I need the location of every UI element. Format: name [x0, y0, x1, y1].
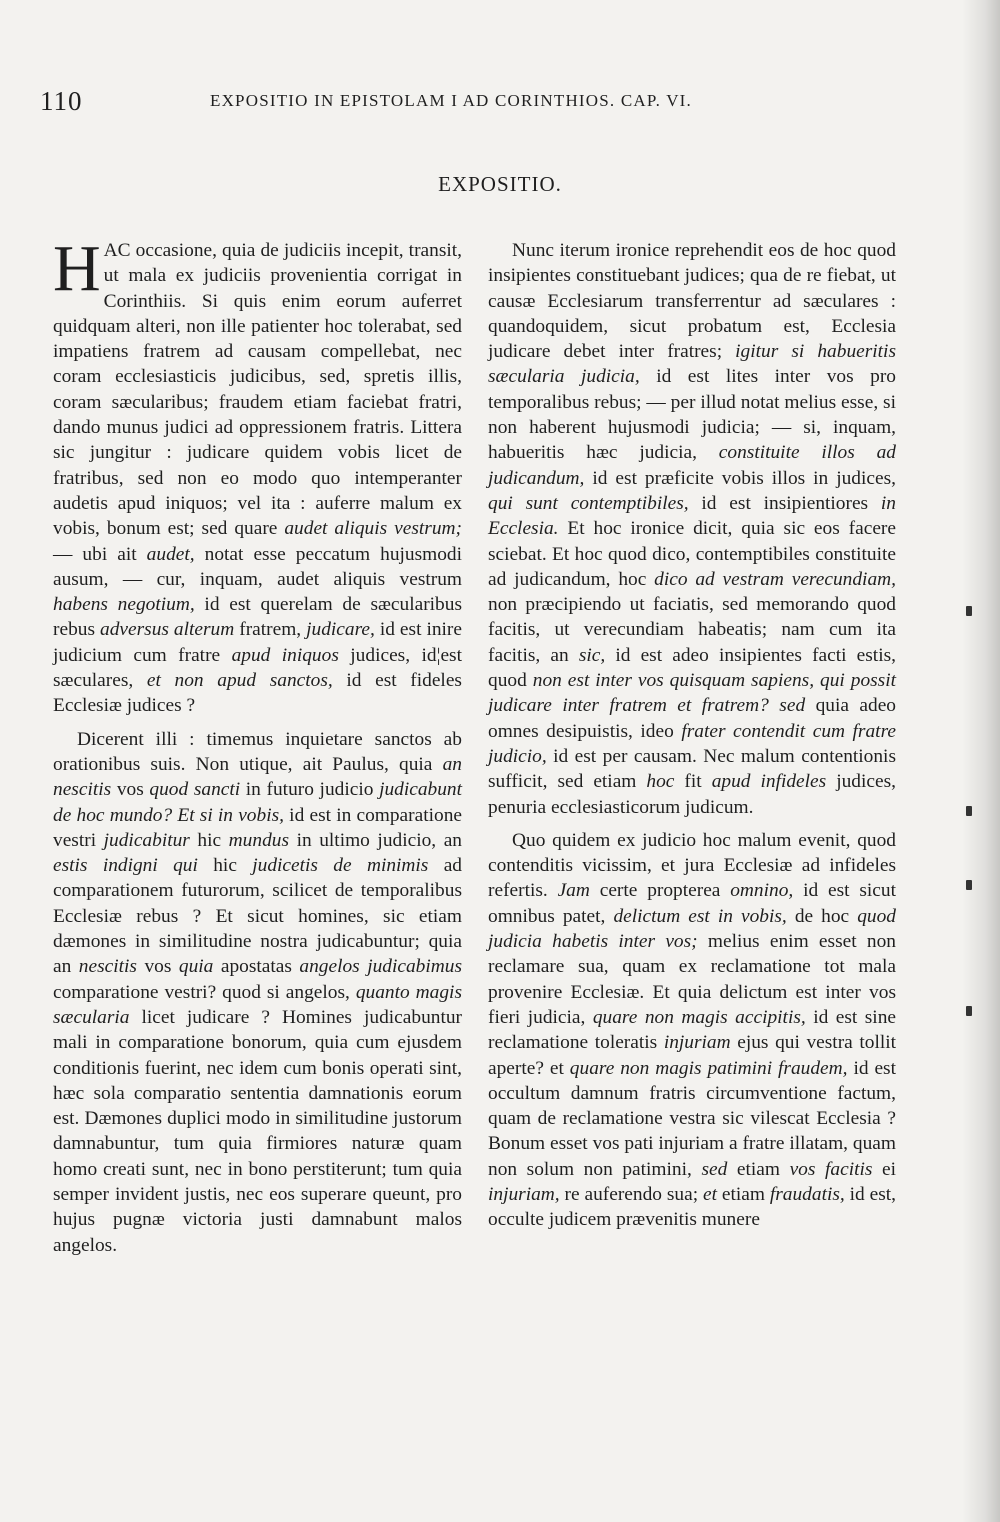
italic-text-run: quanto magis sæcularia [53, 981, 462, 1028]
italic-text-run: et [703, 1183, 718, 1205]
left-paragraph-1-text [53, 232, 463, 717]
italic-text-run: igitur si habueritis sæcularia judicia, [488, 341, 896, 388]
text-run: quia adeo omnes desipuistis, ideo [488, 695, 896, 742]
text-run: comparatione vestri? quod si angelos, [53, 981, 356, 1003]
italic-text-run: quare non magis accipitis, [592, 1006, 806, 1028]
italic-text-run: judicabunt de hoc mundo? Et si in vobis, [53, 779, 463, 826]
italic-text-run: judicabitur [103, 829, 190, 851]
left-column [53, 232, 463, 1266]
italic-text-run: an nescitis [53, 753, 462, 801]
right-column [488, 238, 896, 1241]
italic-text-run: mundus [228, 829, 290, 851]
italic-text-run: nescitis [78, 956, 137, 978]
italic-text-run: habens negotium, [53, 594, 195, 616]
text-run: Nunc iterum ironice reprehendit eos de hoc quod insipientes constituebant judices; qua de re fiebat, ut causæ Ecclesiarum transferrentur ad sæculares : quandoquidem, sicut probatum est, Ecclesia judicare debet inter fratres; [488, 240, 896, 363]
text-run: id est per causam. Nec malum contentionis sufficit, sed etiam [488, 745, 896, 793]
text-run: id est sine reclamatione toleratis [488, 1006, 896, 1054]
text-run: etiam [717, 1183, 770, 1205]
page-edge-shadow [962, 0, 1000, 1522]
italic-text-run: judicare, [306, 619, 375, 641]
text-run: id est lites inter vos pro temporalibus rebus; — per illud notat melius esse, si non haberent hujusmodi judicia; — si, inquam, habueritis hæc judicia, [488, 366, 896, 464]
italic-text-run: dico ad vestram verecundiam, [654, 568, 896, 590]
italic-text-run: delictum est in vobis, [613, 905, 787, 927]
italic-text-run: apud iniquos [231, 644, 339, 666]
text-run: fit [674, 771, 712, 793]
italic-text-run: fraudatis, [769, 1183, 845, 1205]
section-title: EXPOSITIO. [438, 172, 562, 196]
text-run: judices, penuria ecclesiasticorum judicum. [488, 771, 896, 818]
text-run: id est inire judicium cum fratre [53, 619, 462, 666]
italic-text-run: angelos judicabimus [299, 956, 463, 978]
text-run: id est præficite vobis illos in judices, [584, 467, 896, 489]
text-run: id est fideles Ecclesiæ judices ? [53, 670, 462, 717]
margin-mark [966, 806, 972, 816]
text-run: notat esse peccatum hujusmodi ausum, — cur, inquam, audet aliquis vestrum [53, 543, 463, 590]
italic-text-run: Jam [557, 880, 590, 902]
text-run: Dicerent illi : timemus inquietare sanctos ab orationibus suis. Non utique, ait Paulus, quia [53, 728, 462, 775]
italic-text-run: et non apud sanctos, [146, 670, 333, 692]
italic-text-run: sic, [578, 644, 606, 666]
text-run: Quo quidem ex judicio hoc malum evenit, quod contenditis vicissim, et jura Ecclesiæ ad infideles refertis. [488, 829, 896, 902]
italic-text-run: adversus alterum [100, 619, 235, 641]
margin-mark [966, 606, 972, 616]
margin-mark [966, 880, 972, 890]
italic-text-run: apud infideles [711, 771, 827, 793]
running-head [40, 86, 920, 116]
text-run: re auferendo sua; [559, 1183, 704, 1205]
left-paragraph-2 [53, 727, 462, 1258]
text-run: apostatas [213, 956, 300, 978]
text-run: licet judicare ? Homines judicabuntur mali in comparatione bonorum, quia cum ejusdem conditionis fuerint, nec idem cum bonis operati sint, hæc sola comparatio sententia damnationis eorum est. Dæmones duplici modo in similitudine justorum damnabuntur, tum quia firmiores naturæ quam homo creati sunt, nec in bono perstiterunt; tum quia semper invident justis, nec eos superare queunt, pro hujus pugnæ victoria justi damnabunt malos angelos. [53, 1006, 462, 1256]
italic-text-run: omnino, [730, 880, 794, 902]
text-run: de hoc [786, 905, 858, 927]
italic-text-run: quia [178, 956, 214, 978]
italic-text-run: injuriam, [488, 1183, 560, 1205]
text-run: Et hoc ironice dicit, quia sic eos facere sciebat. Et hoc quod dico, contemptibiles constituite ad judicandum, hoc [488, 518, 896, 590]
right-paragraph-2 [488, 828, 896, 1233]
italic-text-run: judicetis de minimis [252, 855, 429, 877]
italic-text-run: non est inter vos quisquam sapiens, qui possit judicare inter fratrem et fratrem? sed [488, 670, 897, 717]
text-run: fratrem, [234, 619, 307, 641]
italic-text-run: quod sancti [149, 779, 241, 801]
text-run: melius enim esset non reclamare sua, quam ex reclamatione tot mala provenire Ecclesiæ. Et quia delictum est inter vos fieri judicia, [488, 931, 896, 1028]
text-run: judices, id¦est sæculares, [53, 644, 462, 692]
right-paragraph-1 [488, 238, 896, 820]
running-title: EXPOSITIO IN EPISTOLAM I AD CORINTHIOS. CAP. VI. [210, 91, 692, 110]
text-run: id est insipientiores [688, 492, 881, 514]
italic-text-run: estis indigni qui [53, 855, 198, 877]
text-run: vos [136, 956, 179, 978]
text-run: vos [111, 779, 150, 801]
text-run: non præcipiendo ut faciatis, sed memorando quod facitis, ut verecundiam habeatis; nam cum ita facitis, an [488, 594, 896, 666]
text-run: in futuro judicio [240, 779, 380, 801]
page-number: 110 [40, 86, 83, 116]
italic-text-run: qui sunt contemptibiles, [488, 492, 689, 514]
text-run: — ubi ait [53, 543, 147, 565]
text-run: etiam [727, 1158, 790, 1180]
text-run: ejus qui vestra tollit aperte? et [488, 1032, 896, 1079]
text-run: id est querelam de sæcularibus rebus [53, 594, 462, 641]
text-run: ei [872, 1158, 896, 1180]
text-run: id est occultum damnum fratris circumventione factum, quam de reclamatione vestra sic vilescat Ecclesia ? Bonum esset vos pati injuriam a fratre illatam, quam non solum non patimini, [488, 1057, 896, 1180]
text-run: id est, occulte judicem prævenitis munere [488, 1183, 896, 1231]
text-run: id est in comparatione vestri [53, 804, 462, 851]
italic-text-run: quod judicia habetis inter vos; [488, 905, 896, 953]
italic-text-run: quare non magis patimini fraudem, [569, 1057, 848, 1079]
text-run: hic [189, 829, 229, 851]
italic-text-run: constituite illos ad judicandum, [488, 442, 896, 489]
margin-mark [966, 1006, 972, 1016]
italic-text-run: frater contendit cum fratre judicio, [488, 720, 896, 767]
italic-text-run: in Ecclesia. [488, 492, 896, 540]
italic-text-run: vos facitis [789, 1158, 873, 1180]
text-run: ad comparationem futurorum, scilicet de temporalibus Ecclesiæ rebus ? Et sicut homines, sic etiam dæmones in similitudine nostra judicabuntur; quia an [53, 855, 463, 978]
italic-text-run: sed [701, 1158, 728, 1180]
text-run: id est adeo insipientes facti estis, quod [488, 644, 896, 692]
text-run: hic [197, 855, 253, 877]
italic-text-run: injuriam [663, 1032, 731, 1054]
drop-cap: H [53, 232, 101, 305]
text-run: id est sicut omnibus patet, [488, 880, 896, 927]
text-run: in ultimo judicio, an [289, 829, 462, 851]
left-paragraph-1 [53, 232, 463, 719]
italic-text-run: hoc [646, 771, 675, 793]
italic-text-run: audet aliquis vestrum; [284, 518, 462, 540]
text-run: certe propterea [589, 880, 731, 902]
text-run: AC occasione, quia de judiciis incepit, transit, ut mala ex judiciis provenientia corrigat in Corinthiis. Si quis enim eorum auferret quidquam alteri, non ille patienter hoc tolerabat, sed impatiens fratrem ad causam compellebat, nec coram ecclesiasticis judicibus, sed, spretis illis, coram sæcularibus; fraudem etiam faciebat fratri, dando munus judici ad oppressionem fratris. Littera sic jungitur : judicare quidem vobis licet de fratribus, sed non eo modo quo intemperanter audetis apud iniquos; vel ita : auferre malum ex vobis, bonum est; sed quare [53, 240, 462, 540]
italic-text-run: audet, [146, 543, 195, 565]
